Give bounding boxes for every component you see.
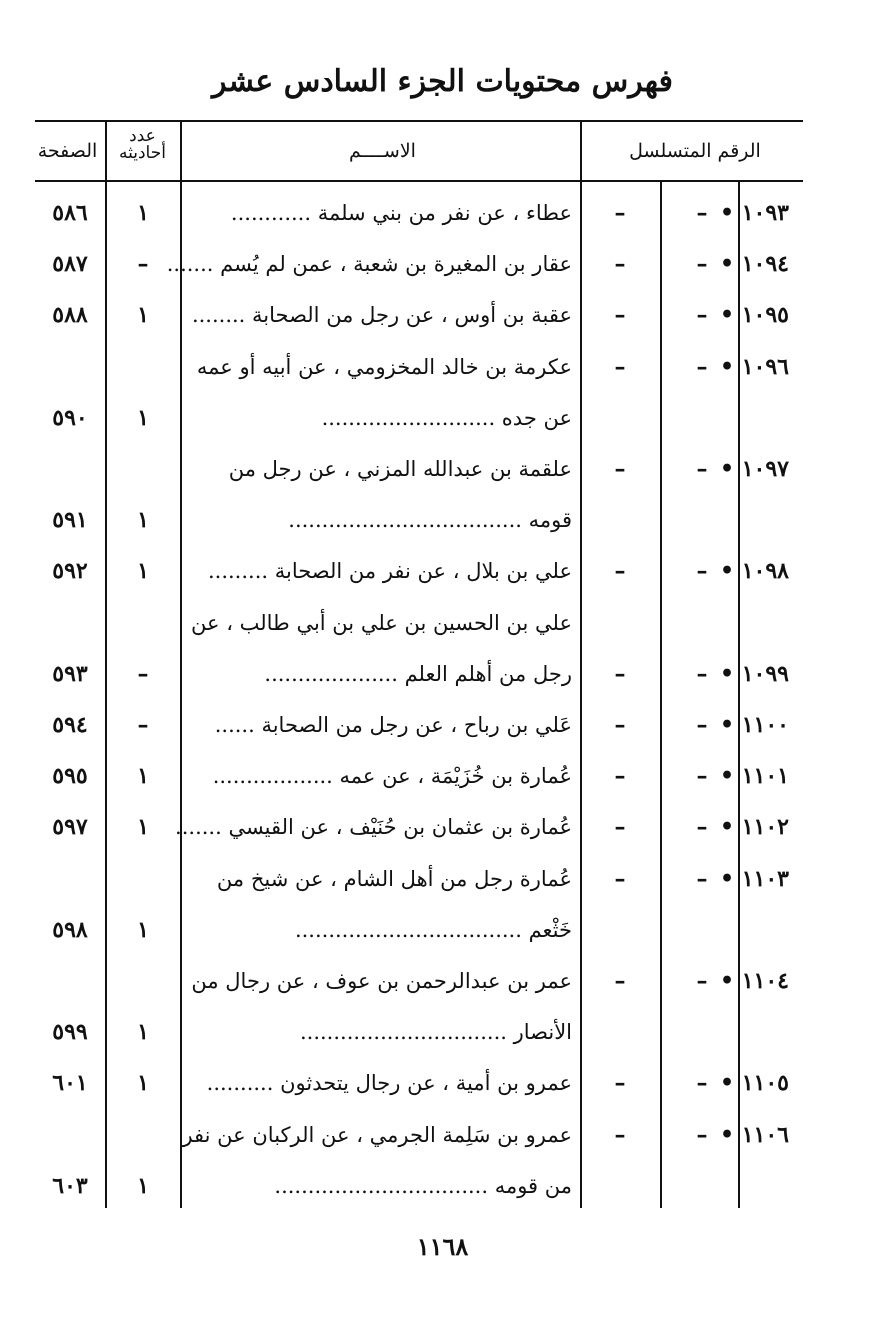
- row-serial-number: ١٠٩٧ •: [720, 456, 789, 482]
- row-hadith-count: ١: [137, 405, 149, 431]
- row-empty-marker: –: [696, 251, 708, 277]
- page-title: فهرس محتويات الجزء السادس عشر: [212, 64, 673, 99]
- row-empty-marker: –: [696, 866, 708, 892]
- row-serial-number: ١٠٩٩ •: [720, 661, 789, 687]
- row-narrator-name: قومه ...................................: [288, 508, 572, 532]
- row-empty-marker: –: [696, 661, 708, 687]
- row-page-number: ٥٩٠: [52, 405, 88, 431]
- row-hadith-count: –: [137, 712, 149, 738]
- row-narrator-name: علي بن بلال ، عن نفر من الصحابة .........: [207, 559, 572, 583]
- row-serial-number: ١١٠٦ •: [720, 1122, 789, 1148]
- row-empty-marker: –: [696, 302, 708, 328]
- row-serial-number: ١٠٩٤ •: [720, 251, 789, 277]
- row-hadith-count: –: [137, 251, 149, 277]
- header-name: الاســــم: [349, 140, 416, 162]
- row-page-number: ٥٩١: [52, 507, 88, 533]
- row-empty-marker: –: [696, 354, 708, 380]
- row-narrator-name: علي بن الحسين بن علي بن أبي طالب ، عن: [191, 611, 572, 635]
- row-empty-marker: –: [696, 200, 708, 226]
- row-serial-number: ١٠٩٨ •: [720, 558, 789, 584]
- header-count: [105, 128, 180, 162]
- row-empty-marker: –: [696, 712, 708, 738]
- row-empty-marker: –: [614, 1070, 626, 1096]
- row-empty-marker: –: [696, 1070, 708, 1096]
- row-page-number: ٥٩٨: [52, 917, 88, 943]
- row-empty-marker: –: [614, 200, 626, 226]
- header-page: الصفحة: [37, 140, 98, 162]
- row-narrator-name: عمرو بن سَلِمة الجرمي ، عن الركبان عن نفر: [182, 1123, 572, 1147]
- row-page-number: ٥٩٥: [52, 763, 88, 789]
- header-count-line2: أحاديثه: [119, 143, 166, 163]
- row-narrator-name: عُمارة بن عثمان بن حُنَيْف ، عن القيسي .......: [175, 815, 572, 839]
- header-count-line1: عدد: [129, 126, 156, 146]
- row-empty-marker: –: [614, 456, 626, 482]
- row-serial-number: ١١٠٥ •: [720, 1070, 789, 1096]
- row-empty-marker: –: [614, 968, 626, 994]
- row-hadith-count: ١: [137, 302, 149, 328]
- row-serial-number: ١٠٩٥ •: [720, 302, 789, 328]
- row-serial-number: ١١٠٣ •: [720, 866, 789, 892]
- column-divider: [580, 120, 582, 1208]
- row-hadith-count: ١: [137, 1019, 149, 1045]
- row-narrator-name: عُمارة بن خُزَيْمَة ، عن عمه ..................: [212, 764, 572, 788]
- row-page-number: ٥٩٩: [52, 1019, 88, 1045]
- row-empty-marker: –: [696, 763, 708, 789]
- row-empty-marker: –: [614, 558, 626, 584]
- row-narrator-name: عقار بن المغيرة بن شعبة ، عمن لم يُسم .......: [166, 252, 572, 276]
- row-empty-marker: –: [696, 814, 708, 840]
- row-serial-number: ١١٠٠ •: [720, 712, 789, 738]
- row-empty-marker: –: [614, 763, 626, 789]
- row-empty-marker: –: [614, 1122, 626, 1148]
- row-narrator-name: عمرو بن أمية ، عن رجال يتحدثون ..........: [206, 1071, 572, 1095]
- row-narrator-name: عَلي بن رباح ، عن رجل من الصحابة ......: [214, 713, 572, 737]
- column-divider: [738, 180, 740, 1208]
- row-page-number: ٥٩٣: [52, 661, 88, 687]
- row-narrator-name: من قومه ................................: [274, 1174, 572, 1198]
- row-hadith-count: ١: [137, 507, 149, 533]
- row-serial-number: ١٠٩٣ •: [720, 200, 789, 226]
- row-narrator-name: عمر بن عبدالرحمن بن عوف ، عن رجال من: [191, 969, 572, 993]
- row-serial-number: ١١٠٢ •: [720, 814, 789, 840]
- row-page-number: ٥٨٧: [52, 251, 88, 277]
- row-serial-number: ١١٠١ •: [720, 763, 789, 789]
- row-page-number: ٦٠٣: [52, 1173, 88, 1199]
- row-hadith-count: –: [137, 661, 149, 687]
- row-narrator-name: عقبة بن أوس ، عن رجل من الصحابة ........: [191, 303, 572, 327]
- row-narrator-name: عطاء ، عن نفر من بني سلمة ............: [230, 201, 572, 225]
- row-empty-marker: –: [614, 814, 626, 840]
- row-empty-marker: –: [696, 456, 708, 482]
- row-narrator-name: علقمة بن عبدالله المزني ، عن رجل من: [228, 457, 572, 481]
- row-page-number: ٦٠١: [52, 1070, 88, 1096]
- row-hadith-count: ١: [137, 1173, 149, 1199]
- row-page-number: ٥٨٦: [52, 200, 88, 226]
- row-hadith-count: ١: [137, 917, 149, 943]
- row-empty-marker: –: [696, 968, 708, 994]
- row-hadith-count: ١: [137, 763, 149, 789]
- row-narrator-name: الأنصار ...............................: [299, 1020, 572, 1044]
- row-empty-marker: –: [614, 712, 626, 738]
- row-page-number: ٥٩٢: [52, 558, 88, 584]
- row-empty-marker: –: [696, 558, 708, 584]
- row-narrator-name: رجل من أهلم العلم ....................: [264, 662, 572, 686]
- row-hadith-count: ١: [137, 200, 149, 226]
- row-narrator-name: عكرمة بن خالد المخزومي ، عن أبيه أو عمه: [196, 355, 572, 379]
- row-narrator-name: عن جده ..........................: [321, 406, 572, 430]
- row-narrator-name: عُمارة رجل من أهل الشام ، عن شيخ من: [216, 867, 572, 891]
- row-hadith-count: ١: [137, 1070, 149, 1096]
- column-divider: [660, 180, 662, 1208]
- row-serial-number: ١١٠٤ •: [720, 968, 789, 994]
- row-empty-marker: –: [614, 354, 626, 380]
- row-hadith-count: ١: [137, 814, 149, 840]
- header-serial: الرقم المتسلسل: [629, 140, 761, 162]
- header-top-rule: [35, 120, 803, 122]
- header-bottom-rule: [35, 180, 803, 182]
- row-empty-marker: –: [614, 866, 626, 892]
- row-empty-marker: –: [614, 251, 626, 277]
- row-hadith-count: ١: [137, 558, 149, 584]
- row-empty-marker: –: [614, 302, 626, 328]
- row-empty-marker: –: [696, 1122, 708, 1148]
- row-page-number: ٥٨٨: [52, 302, 88, 328]
- row-serial-number: ١٠٩٦ •: [720, 354, 789, 380]
- row-narrator-name: خَثْعم ..................................: [294, 918, 572, 942]
- row-empty-marker: –: [614, 661, 626, 687]
- page-number: ١١٦٨: [416, 1232, 469, 1261]
- row-page-number: ٥٩٤: [52, 712, 88, 738]
- row-page-number: ٥٩٧: [52, 814, 88, 840]
